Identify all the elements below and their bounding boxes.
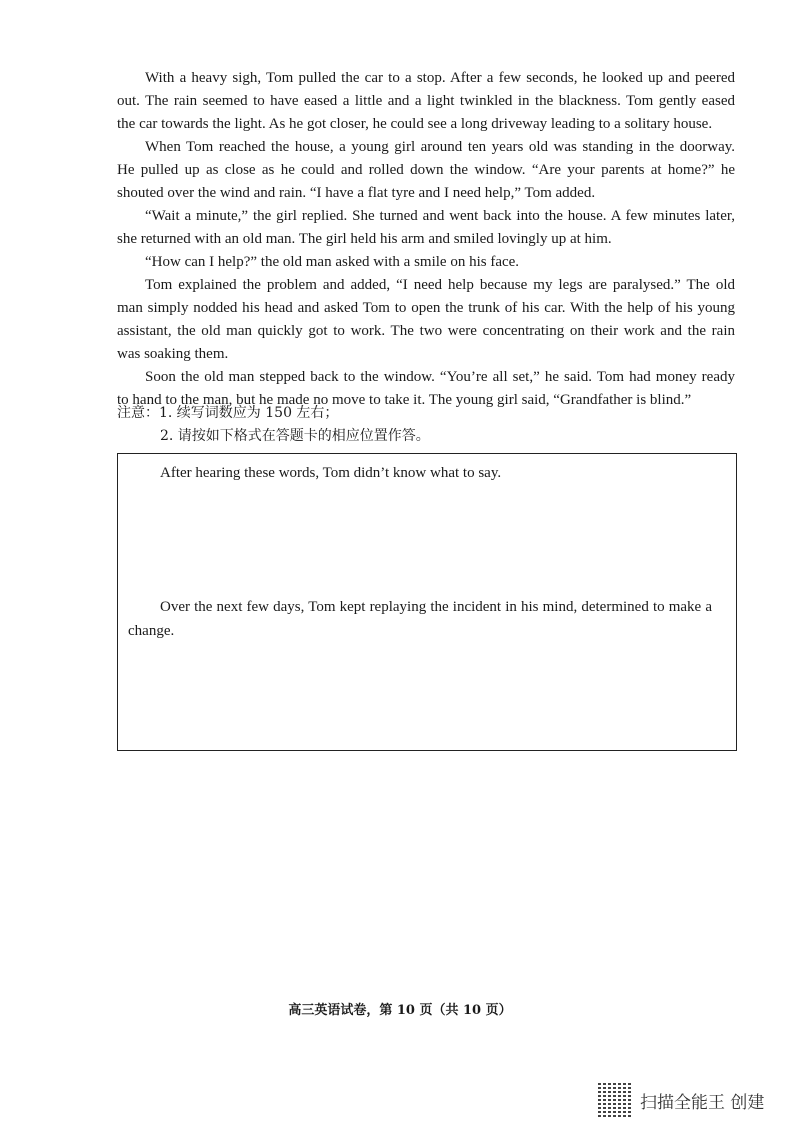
- answer-para-2-line-1: Over the next few days, Tom kept replaying the incident in his mind, determined to make a: [160, 599, 712, 615]
- passage: [117, 67, 735, 412]
- notes-label: 注意：: [117, 405, 159, 421]
- passage-line: When Tom reached the house, a young girl around ten years old was standing in the doorway.: [145, 139, 735, 155]
- passage-line: was soaking them.: [117, 346, 229, 362]
- passage-line: assistant, the old man quickly got to work. The two were concentrating on their work and the rain: [117, 323, 735, 339]
- notes: [117, 402, 430, 448]
- passage-line: “Wait a minute,” the girl replied. She turned and went back into the house. A few minutes later,: [145, 208, 735, 224]
- page-footer: 高三英语试卷，第 10 页（共 10 页）: [288, 1003, 512, 1018]
- note-item-2: 2. 请按如下格式在答题卡的相应位置作答。: [160, 428, 430, 444]
- passage-line: to hand to the man, but he made no move to take it. The young girl said, “Grandfather is blind.”: [117, 392, 692, 408]
- passage-line: she returned with an old man. The girl held his arm and smiled lovingly up at him.: [117, 231, 612, 247]
- scanner-watermark: [598, 1083, 764, 1117]
- passage-line: “How can I help?” the old man asked with a smile on his face.: [145, 254, 520, 270]
- answer-box: [117, 453, 737, 751]
- passage-line: the car towards the light. As he got closer, he could see a long driveway leading to a solitary house.: [117, 116, 713, 132]
- passage-line: He pulled up as close as he could and rolled down the window. “Are your parents at home?” he: [117, 162, 735, 178]
- answer-para-1: After hearing these words, Tom didn’t know what to say.: [160, 465, 502, 481]
- passage-line: Soon the old man stepped back to the window. “You’re all set,” he said. Tom had money ready: [145, 369, 735, 385]
- passage-line: man simply nodded his head and asked Tom to open the trunk of his car. With the help of his young: [117, 300, 735, 316]
- answer-para-2-line-2: change.: [128, 623, 175, 639]
- qr-code-icon: [598, 1083, 632, 1117]
- passage-line: shouted over the wind and rain. “I have a flat tyre and I need help,” Tom added.: [117, 185, 596, 201]
- note-item-1: 1. 续写词数应为 150 左右；: [159, 405, 339, 421]
- watermark-text: 扫描全能王 创建: [640, 1092, 765, 1113]
- passage-line: With a heavy sigh, Tom pulled the car to a stop. After a few seconds, he looked up and peered: [145, 70, 735, 86]
- passage-line: out. The rain seemed to have eased a little and a light twinkled in the blackness. Tom gently eased: [117, 93, 735, 109]
- passage-line: Tom explained the problem and added, “I need help because my legs are paralysed.” The old: [145, 277, 735, 293]
